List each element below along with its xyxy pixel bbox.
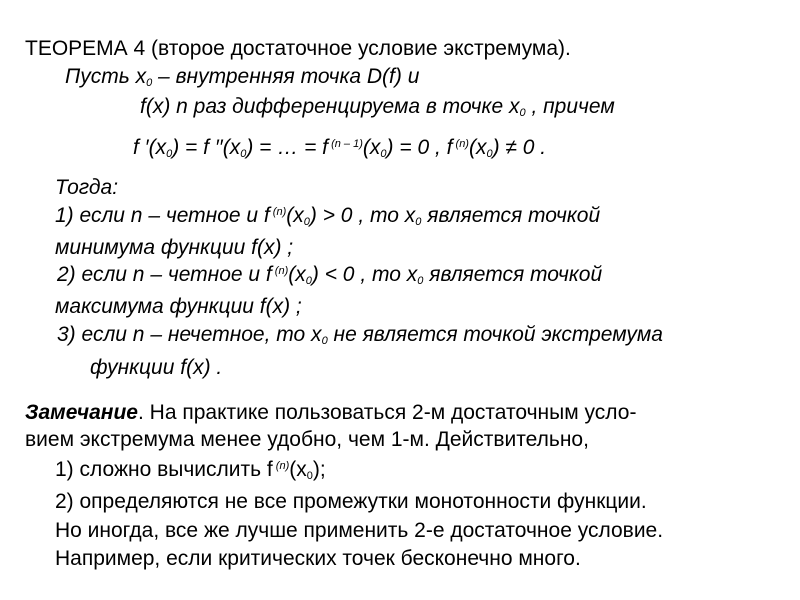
remark-line-6: Например, если критических точек бесконечно много.: [55, 547, 581, 570]
text: 2) если n – четное и f: [57, 263, 272, 286]
text: ) > 0 , то x: [309, 204, 416, 227]
theorem-title: ТЕОРЕМА 4 (второе достаточное условие экстремума).: [25, 37, 571, 60]
text: . На практике пользоваться 2-м достаточным усло-: [137, 401, 637, 424]
text: Пусть x: [65, 65, 147, 88]
text: – внутренняя точка D(: [152, 65, 390, 88]
sub: 0: [306, 470, 313, 482]
sub: 0: [166, 148, 173, 160]
sub: 0: [380, 148, 387, 160]
sub: 0: [240, 148, 247, 160]
text: ) и: [394, 65, 420, 88]
sup: (n): [271, 265, 289, 277]
text: , причем: [525, 95, 615, 118]
sub: 0: [305, 275, 312, 287]
text: f: [389, 65, 395, 88]
sub: 0: [486, 148, 493, 160]
text: f ′(x: [133, 136, 167, 159]
sub: 0: [519, 107, 526, 119]
case-3-line-1: [57, 322, 663, 348]
text: ) = … = f: [246, 136, 329, 159]
sup: (n): [452, 138, 469, 150]
then-label: Тогда:: [55, 176, 119, 199]
text: ) < 0 , то x: [311, 263, 418, 286]
sub: 0: [415, 216, 422, 228]
text: ) ≠ 0 .: [492, 136, 547, 159]
case-1-line-2: минимума функции f(x) ;: [55, 236, 294, 259]
sup: (n – 1): [328, 138, 363, 150]
sub: 0: [321, 335, 328, 347]
text: ) = 0 , f: [386, 136, 453, 159]
sub: 0: [146, 77, 153, 89]
text: f(x) n раз дифференцируема в точке x: [140, 95, 520, 118]
text: 1) если n – четное и f: [55, 204, 270, 227]
case-2-line-1: [57, 262, 602, 288]
sup: (n): [269, 206, 287, 218]
theorem-formula: [133, 135, 546, 161]
remark-line-3: [55, 457, 326, 483]
text: (x: [289, 458, 307, 481]
sub: 0: [303, 216, 310, 228]
case-3-line-2: функции f(x) .: [90, 356, 223, 379]
text: (x: [286, 204, 304, 227]
remark-line-5: Но иногда, все же лучше применить 2-е достаточное условие.: [55, 519, 664, 542]
text: (x: [288, 263, 306, 286]
text: не является точкой экстремума: [327, 323, 663, 346]
case-2-line-2: максимума функции f(x) ;: [55, 295, 302, 318]
case-1-line-1: [55, 203, 600, 229]
text: (x: [468, 136, 487, 159]
remark-line-2: вием экстремума менее удобно, чем 1-м. Действительно,: [25, 428, 589, 451]
sub: 0: [417, 275, 424, 287]
text: ) = f ′′(x: [172, 136, 241, 159]
theorem-line-2: [140, 94, 615, 120]
text: является точкой: [421, 204, 601, 227]
text: );: [312, 458, 326, 481]
theorem-line-1: [65, 64, 419, 90]
text: (x: [362, 136, 381, 159]
text: 3) если n – нечетное, то x: [57, 323, 322, 346]
remark-line-1: [25, 400, 636, 426]
text: 1) сложно вычислить f: [55, 458, 273, 481]
remark-line-4: 2) определяются не все промежутки монотонности функции.: [55, 490, 647, 513]
text: является точкой: [423, 263, 603, 286]
sup: (n): [272, 460, 290, 472]
remark-label: Замечание: [25, 401, 138, 424]
